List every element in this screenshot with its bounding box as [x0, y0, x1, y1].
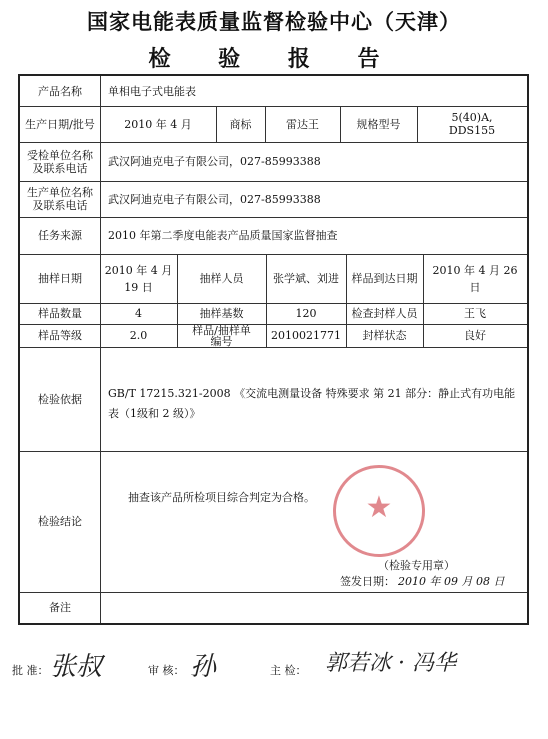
base-value: 120	[295, 307, 317, 320]
model-value	[417, 106, 527, 142]
check-signature: 郭若冰 · 冯华	[325, 651, 456, 676]
model-label: 规格型号	[356, 117, 401, 131]
arrive-date-value	[423, 254, 527, 303]
grade-label: 样品等级	[38, 329, 82, 342]
brand-value: 雷达王	[286, 117, 319, 131]
brand-label: 商标	[229, 117, 252, 131]
batch-label	[177, 324, 266, 347]
sealer-value: 王飞	[464, 307, 486, 320]
sampling-date-label: 抽样日期	[38, 272, 82, 285]
conclusion-value: 抽查该产品所检项目综合判定为合格。	[128, 491, 315, 504]
arrive-date-line2: 日	[469, 280, 481, 294]
review-signature: 孙	[190, 652, 217, 682]
task-source-label: 任务来源	[38, 229, 82, 242]
check-label: 主 检：	[270, 664, 307, 677]
production-value: 2010 年 4 月	[124, 117, 192, 131]
batch-label-line1: 样品/抽样单	[192, 323, 251, 337]
inspected-unit-label-line1: 受检单位名称	[27, 148, 93, 162]
sampling-date-line2: 19 日	[124, 280, 153, 294]
batch-value: 2010021771	[271, 329, 341, 342]
producer-unit-label-line1: 生产单位名称	[27, 186, 93, 199]
sealer-label: 检查封样人员	[351, 307, 418, 320]
review-label: 审 核：	[148, 664, 185, 677]
remarks-label: 备注	[49, 601, 71, 614]
sampler-label: 抽样人员	[199, 272, 244, 285]
sampling-date-line1: 2010 年 4 月	[104, 263, 173, 277]
report-title: 国家电能表质量监督检验中心（天津）	[87, 10, 461, 34]
quantity-value: 4	[135, 307, 142, 320]
basis-value: GB/T 17215.321-2008 《交流电测量设备 特殊要求 第 21 部分：静止式有功电能表（1级和 2 级）》	[108, 387, 516, 420]
product-name-label: 产品名称	[38, 84, 82, 98]
stamp-caption: （检验专用章）	[378, 559, 455, 572]
conclusion-label: 检验结论	[38, 515, 82, 528]
report-subtitle: 检 验 报 告	[148, 47, 400, 72]
production-label: 生产日期/批号	[25, 117, 95, 131]
inspected-unit-value: 武汉阿迪克电子有限公司，027-85993388	[108, 155, 321, 168]
issue-date-value: 2010 年 09 月 08 日	[398, 575, 505, 588]
producer-unit-label	[20, 181, 100, 217]
quantity-label: 样品数量	[38, 307, 82, 320]
seal-star-icon: ★	[365, 490, 393, 525]
report-table	[18, 74, 529, 625]
seal-value: 良好	[464, 329, 486, 342]
sampler-value: 张学斌、刘进	[273, 272, 339, 285]
seal-label: 封样状态	[362, 329, 407, 342]
arrive-date-line1: 2010 年 4 月 26	[432, 263, 518, 277]
model-value-line2: DDS155	[448, 124, 496, 137]
grade-value: 2.0	[129, 329, 148, 342]
batch-label-line2: 编号	[210, 334, 233, 348]
inspected-unit-label-line2: 及联系电话	[32, 161, 88, 175]
approve-signature: 张叔	[50, 652, 103, 682]
product-name-value: 单相电子式电能表	[108, 84, 196, 98]
base-label: 抽样基数	[199, 307, 244, 320]
remarks-value	[100, 592, 527, 623]
producer-unit-value: 武汉阿迪克电子有限公司，027-85993388	[108, 192, 321, 206]
arrive-date-label: 样品到达日期	[351, 272, 418, 285]
task-source-value: 2010 年第二季度电能表产品质量国家监督抽查	[108, 229, 338, 242]
model-value-line1: 5(40)A,	[451, 111, 493, 124]
sampling-date-value	[100, 254, 177, 303]
producer-unit-label-line2: 及联系电话	[32, 199, 88, 212]
issue-date-label: 签发日期：	[340, 575, 395, 588]
basis-label: 检验依据	[38, 392, 82, 406]
approve-label: 批 准：	[12, 664, 49, 677]
official-seal	[333, 465, 425, 557]
inspected-unit-label	[20, 142, 100, 181]
